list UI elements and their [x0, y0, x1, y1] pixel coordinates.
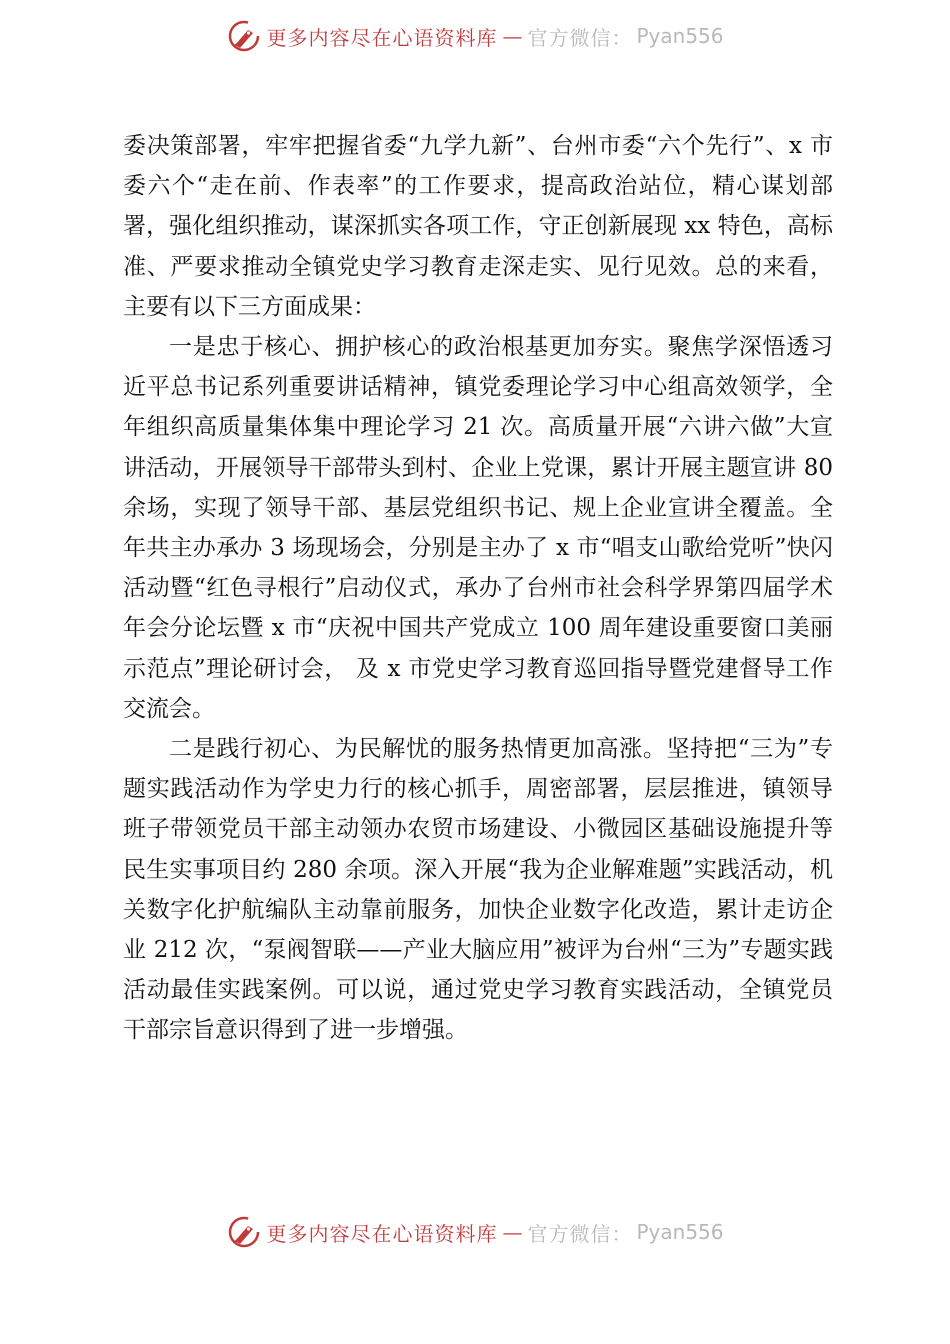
watermark-contact-label: 官方微信： [527, 25, 633, 50]
paragraph-second-achievement: 二是践行初心、为民解忧的服务热情更加高涨。坚持把“三为”专题实践活动作为学史力行的核心抓手，周密部署，层层推进，镇领导班子带领党员干部主动领办农贸市场建设、小微园区基础设施提升等民生实事项目约 280 余项。深入开展“我为企业解难题”实践活动，机关数字化护航编队主动靠前服务，加快企业数字化改造，累计走访企业 212 次，“泵阀智联——产业大脑应用”被评为台州“三为”专题实践活动最佳实践案例。可以说，通过党史学习教育实践活动，全镇党员干部宗旨意识得到了进一步增强。 [123, 736, 833, 1044]
footer-watermark [0, 1210, 950, 1254]
watermark-contact-label: 官方微信： [527, 1221, 633, 1246]
watermark-row [226, 18, 723, 54]
watermark-brand-text: 更多内容尽在心语资料库 [266, 25, 498, 50]
pen-nib-logo-icon [226, 1214, 262, 1250]
paragraph-first-achievement: 一是忠于核心、拥护核心的政治根基更加夯实。聚焦学深悟透习近平总书记系列重要讲话精神，镇党委理论学习中心组高效领学，全年组织高质量集体集中理论学习 21 次。高质量开展“六讲六做”大宣讲活动，开展领导干部带头到村、企业上党课，累计开展主题宣讲 80 余场，实现了领导干部、基层党组织书记、规上企业宣讲全覆盖。全年共主办承办 3 场现场会，分别是主办了 x 市“唱支山歌给党听”快闪活动暨“红色寻根行”启动仪式，承办了台州市社会科学界第四届学术年会分论坛暨 x 市“庆祝中国共产党成立 100 周年建设重要窗口美丽示范点”理论研讨会， 及 x 市党史学习教育巡回指导暨党建督导工作交流会。 [123, 334, 833, 722]
watermark-brand-text: 更多内容尽在心语资料库 [266, 1221, 498, 1246]
watermark-contact-id: Pyan556 [636, 1220, 724, 1244]
watermark-row [226, 1214, 723, 1250]
paragraph-intro: 委决策部署，牢牢把握省委“九学九新”、台州市委“六个先行”、x 市委六个“走在前、作表率”的工作要求，提高政治站位，精心谋划部署，强化组织推动，谋深抓实各项工作，守正创新展现 xx 特色，高标准、严要求推动全镇党史学习教育走深走实、见行见效。总的来看，主要有以下三方面成果： [123, 133, 833, 320]
watermark-contact-id: Pyan556 [636, 24, 724, 48]
header-watermark [0, 14, 950, 58]
watermark-separator: — [502, 1220, 523, 1244]
document-body [123, 126, 833, 1051]
pen-nib-logo-icon [226, 18, 262, 54]
watermark-separator: — [502, 24, 523, 48]
